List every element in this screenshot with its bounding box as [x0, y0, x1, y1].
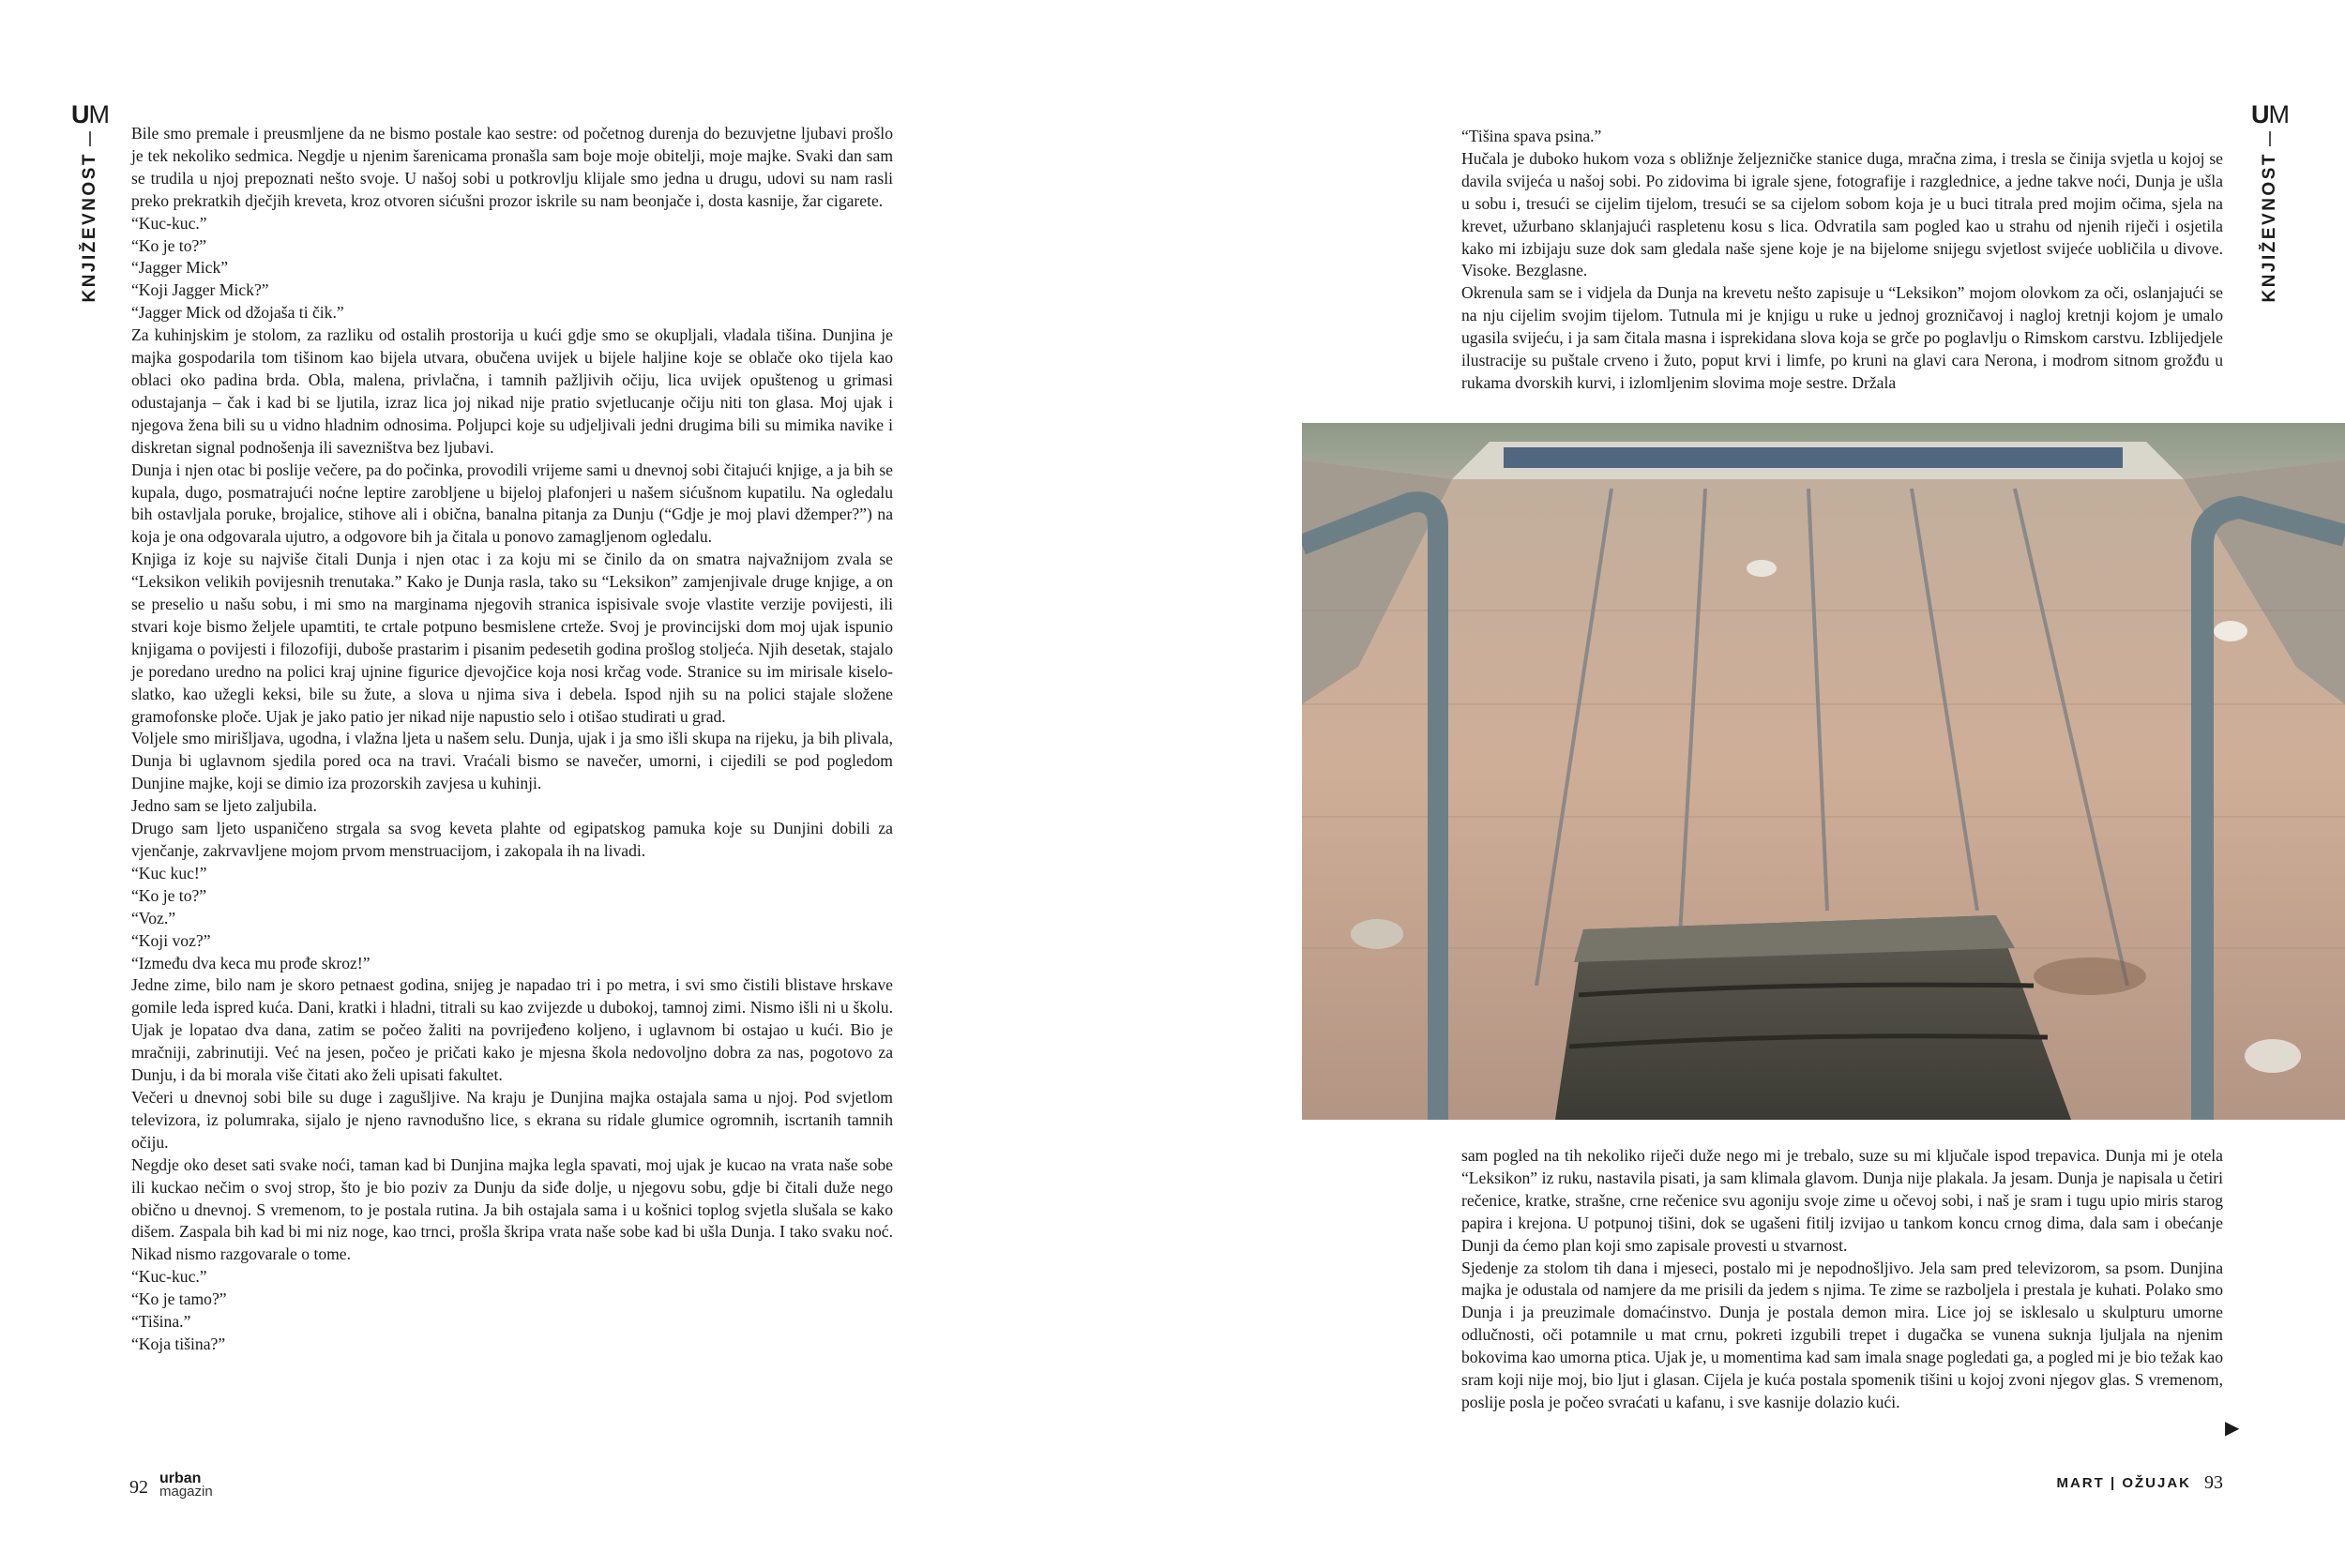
paragraph: “Kuc kuc!” — [131, 863, 207, 882]
right-text-column-top — [1461, 126, 2223, 395]
right-text-column-bottom — [1461, 1145, 2223, 1414]
right-folio — [2045, 1472, 2223, 1494]
left-page — [0, 0, 1172, 1568]
paragraph: Drugo sam ljeto uspaničeno strgala sa svog keveta plahte od egipatskog pamuka koje su Dunjini dobili za vjenčanje, zakrvavljene mojom prvom menstruacijom, i zakopala ih na livadi. — [131, 819, 893, 860]
paragraph: Knjiga iz koje su najviše čitali Dunja i njen otac i za koju mi se činilo da on smatra najvažnijom zvala se “Leksikon velikih povijesnih trenutaka.” Kako je Dunja rasla, tako su “Leksikon” zamjenjivale druge knjige, a on se preselio u našu sobu, i mi smo na marginama njegovih stranica ispisivale svoje vlastite verzije povijesti, ili stvari koje bismo željele upamtiti, te crtale potpuno besmislene crteže. Svoj je provincijski dom moj ujak ispunio knjigama o povijesti i filozofiji, duboše prastarim i pisanim pedesetih godina prošlog stoljeća. Njih desetak, stajalo je poredano uredno na polici kraj ujnine figurice djevojčice koja nosi krčag vode. Stranice su im mirisale kiselo-slatko, kao užegli keksi, bile su žute, a slova u njima siva i debela. Ispod njih su na polici stajale složene gramofonske ploče. Ujak je jako patio jer nikad nije napustio selo i otišao studirati u grad. — [131, 550, 893, 726]
left-side-brand — [71, 101, 109, 303]
paragraph: sam pogled na tih nekoliko riječi duže nego mi je trebalo, suze su mi ključale ispod trepavica. Dunja mi je otela “Leksikon” iz ruku, nastavila pisati, ja sam klimala glavom. Dunja nije plakala. Ja jesam. Dunja je napisala u četiri rečenice, kratke, strašne, crne rečenice svu agoniju svoje zime u očevoj sobi, i naš je sram i tugu upio miris starog papira i krejona. U potpunoj tišini, dok se ugašeni fitilj izvijao u tankom koncu crnog dima, dala sam i obećanje Dunji da ćemo plan koji smo zapisale provesti u stvarnost. — [1461, 1146, 2223, 1255]
paragraph: “Koji Jagger Mick?” — [131, 280, 269, 300]
paragraph: Za kuhinjskim je stolom, za razliku od ostalih prostorija u kući gdje smo se okupljali, vladala tišina. Dunjina je majka gospodarila tom tišinom kao bijela utvara, obučena uvijek u bijele haljine koje se oblače oko tijela kao oblaci oko padina brda. Obla, malena, privlačna, i tamnih pažljivih očiju, lica uvijek opuštenog u grimasi odustajanja – čak i kad bi se ljutila, izraz lica joj nikad nije pratio svjetlucanje očiju niti ton glasa. Moj ujak i njegova žena bili su u vidno hladnim odnosima. Poljupci koje su udjeljivali jedni drugima bili su mimika navike i diskretan signal podnošenja ili savezništva bez ljubavi. — [131, 325, 893, 457]
paragraph: “Tišina spava psina.” — [1461, 127, 1602, 145]
paragraph: “Kuc-kuc.” — [131, 213, 207, 233]
paragraph: Večeri u dnevnoj sobi bile su duge i zagušljive. Na kraju je Dunjina majka ostajala sama u njoj. Pod svjetlom televizora, iz polumraka, sijalo je njeno ravnodušno lice, s ekrana su ridale glumice ogromnih, iscrtanih tamnih očiju. — [131, 1087, 893, 1152]
paragraph: Hučala je duboko hukom voza s obližnje željezničke stanice duga, mračna zima, i tresla se činija svjetla u kojoj se davila svijeća u našoj sobi. Po zidovima bi igrale sjene, fotografije i razglednice, a jedne takve noći, Dunja je ušla u sobu i, tresući se cijelim tijelom, tresući se sa cijelom sobom koja je u buci titrala pred mojim očima, sjela na krevet, užurbano sklanjajući raspletenu kosu s lica. Odvratila sam pogled kao u strahu od njenih riječi i osjetila kako mi izbijaju suze dok sam gledala naše sjene koje je na bijelome snijegu svjetlost svijeće uobličila u divove. Visoke. Bezglasne. — [1461, 148, 2223, 280]
page-number-right: 93 — [2204, 1472, 2223, 1493]
right-side-brand — [2251, 101, 2289, 303]
paragraph: Sjedenje za stolom tih dana i mjeseci, postalo mi je nepodnošljivo. Jela sam pred televizorom, sa psom. Dunjina majka je odustala od namjere da me prisili da jedem s njima. Te zime se razboljela i prestala je kuhati. Polako smo Dunja i ja preuzimale domaćinstvo. Dunja je postala demon mira. Lice joj se isklesalo u skulpturu umorne odlučnosti, oči potamnile u mat crnu, pokreti izgubili trepet i dugačka se vunena suknja ljuljala na njenim bokovima kao umorna ptica. Ujak je, u momentima kad sam imala snage pogledati ga, a pogled mi je bio težak kao sram koji nije moj, bio ljut i glasan. Cijela je kuća postala spomenik tišini u kojoj zvoni njegov glas. S vremenom, poslije posla je počeo svraćati u kafanu, i sve kasnije dolazio kući. — [1461, 1258, 2223, 1411]
paragraph: “Ko je tamo?” — [131, 1289, 227, 1309]
paragraph: Bile smo premale i preusmljene da ne bismo postale kao sestre: od početnog durenja do bezuvjetne ljubavi prošlo je tek nekoliko sedmica. Negdje u njenim šarenicama pronašla sam boje moje obitelji, moje majke. Svaki dan sam se trudila u njoj prepoznati nešto svoje. U našoj sobi u potkrovlju klijale smo jedna u drugu, udovi su nam rasli preko prekratkih dječjih kreveta, kroz otvoren sićušni prozor iskrile su nam beonjače i, dosta kasnije, žar cigarete. — [131, 124, 893, 210]
paragraph: “Ko je to?” — [131, 235, 207, 255]
photo-empty-pool-icon — [1302, 423, 2345, 1120]
left-folio — [129, 1472, 213, 1499]
brand-divider — [2269, 131, 2271, 146]
paragraph: “Između dva keca mu prođe skroz!” — [131, 953, 371, 972]
paragraph: “Jagger Mick” — [131, 258, 229, 278]
paragraph: “Tišina.” — [131, 1312, 191, 1332]
paragraph: Negdje oko deset sati svake noći, taman kad bi Dunjina majka legla spavati, moj ujak je kucao na vrata naše sobe ili kuckao nečim o svoj strop, što je bio poziv za Dunju da siđe dolje, u njegovu sobu, gdje bi čitali duže nego obično u dnevnoj. S vremenom, to je postala rutina. Ja bih ostajala sama i u košnici toplog svjetla slušala se kako dišem. Zaspala bih kad bi mi niz noge, kao trnci, prošla škripa vrata naše sobe kad bi ušla Dunja. I tako svaku noć. Nikad nismo razgovarale o tome. — [131, 1154, 893, 1264]
paragraph: “Koja tišina?” — [131, 1334, 226, 1353]
brand-divider — [89, 131, 91, 146]
empty-pool-photo — [1302, 423, 2345, 1120]
section-label: KNJIŽEVNOST — [2260, 152, 2279, 303]
continue-arrow-icon: ▶ — [2225, 1416, 2240, 1439]
left-text-column — [131, 123, 893, 1356]
paragraph: “Koji voz?” — [131, 930, 211, 950]
paragraph: Jedne zime, bilo nam je skoro petnaest godina, snijeg je napadao tri i po metra, i svi smo čistili blistave hrskave gomile leda ispred kuća. Dani, kratki i hladni, titrali su kao zvijezde u dubokoj, tamnoj zimi. Nismo išli ni u školu. Ujak je lopatao dva dana, zatim se počeo žaliti na povrijeđeno koljeno, i uglavnom bi ostajao u kući. Bio je mračniji, zabrinutiji. Već na jesen, počeo je pričati kako je mjesna škola nedovoljno dobra za nas, pogotovo za Dunju, i da bi morala više čitati ako želi upisati fakultet. — [131, 975, 893, 1085]
issue-label: MART | OŽUJAK — [2056, 1475, 2191, 1491]
section-label: KNJIŽEVNOST — [80, 152, 99, 303]
paragraph: “Ko je to?” — [131, 885, 207, 905]
paragraph: “Kuc-kuc.” — [131, 1267, 207, 1287]
paragraph: Jedno sam se ljeto zaljubila. — [131, 796, 317, 816]
brand-logo: UM — [71, 100, 109, 128]
paragraph: Dunja i njen otac bi poslije večere, pa do počinka, provodili vrijeme sami u dnevnoj sobi čitajući knjige, a ja bih se kupala, dugo, posmatrajući noćne leptire zarobljene u bijeloj plafonjeri u našem sićušnom kupatilu. Na ogledalu bih ostavljala poruke, brojalice, stihove ali i obična, banalna pitanja za Dunju (“Gdje je moj plavi džemper?”) na koja je ona odgovarala ujutro, a odgovore bih ja čitala u ponovo zamagljenom ogledalu. — [131, 460, 893, 547]
brand-logo: UM — [2251, 100, 2289, 128]
page-number-left: 92 — [129, 1477, 148, 1498]
paragraph: “Jagger Mick od džojaša ti čik.” — [131, 303, 344, 323]
paragraph: “Voz.” — [131, 908, 176, 927]
paragraph: Voljele smo mirišljava, ugodna, i vlažna ljeta u našem selu. Dunja, ujak i ja smo išli skupa na rijeku, ja bih plivala, Dunja bi uglavnom sjedila pored oca na travi. Vraćali bismo se navečer, umorni, i cijedili se pod pogledom Dunjine majke, koji se dimio iza prozorskih zavjesa u kuhinji. — [131, 729, 893, 793]
magazine-name: urban magazin — [159, 1470, 213, 1500]
right-page — [1172, 0, 2345, 1568]
paragraph: Okrenula sam se i vidjela da Dunja na krevetu nešto zapisuje u “Leksikon” mojom olovkom za oči, oslanjajući se na nju cijelim svojim tijelom. Tutnula mi je knjigu u ruke u jednoj grozničavoj i naglој kretnji kojom je umalo ugasila svijeću, i ja sam čitala masna i isprekidana slova koja se grče po poglavlju o Rimskom carstvu. Izblijedjele ilustracije su puštale crveno i žuto, poput krvi i limfe, po kruni na glavi cara Nerona, i modrom sitnom grožđu u rukama dvorskih kurvi, i izlomljenim slovima moje sestre. Držala — [1461, 283, 2223, 392]
